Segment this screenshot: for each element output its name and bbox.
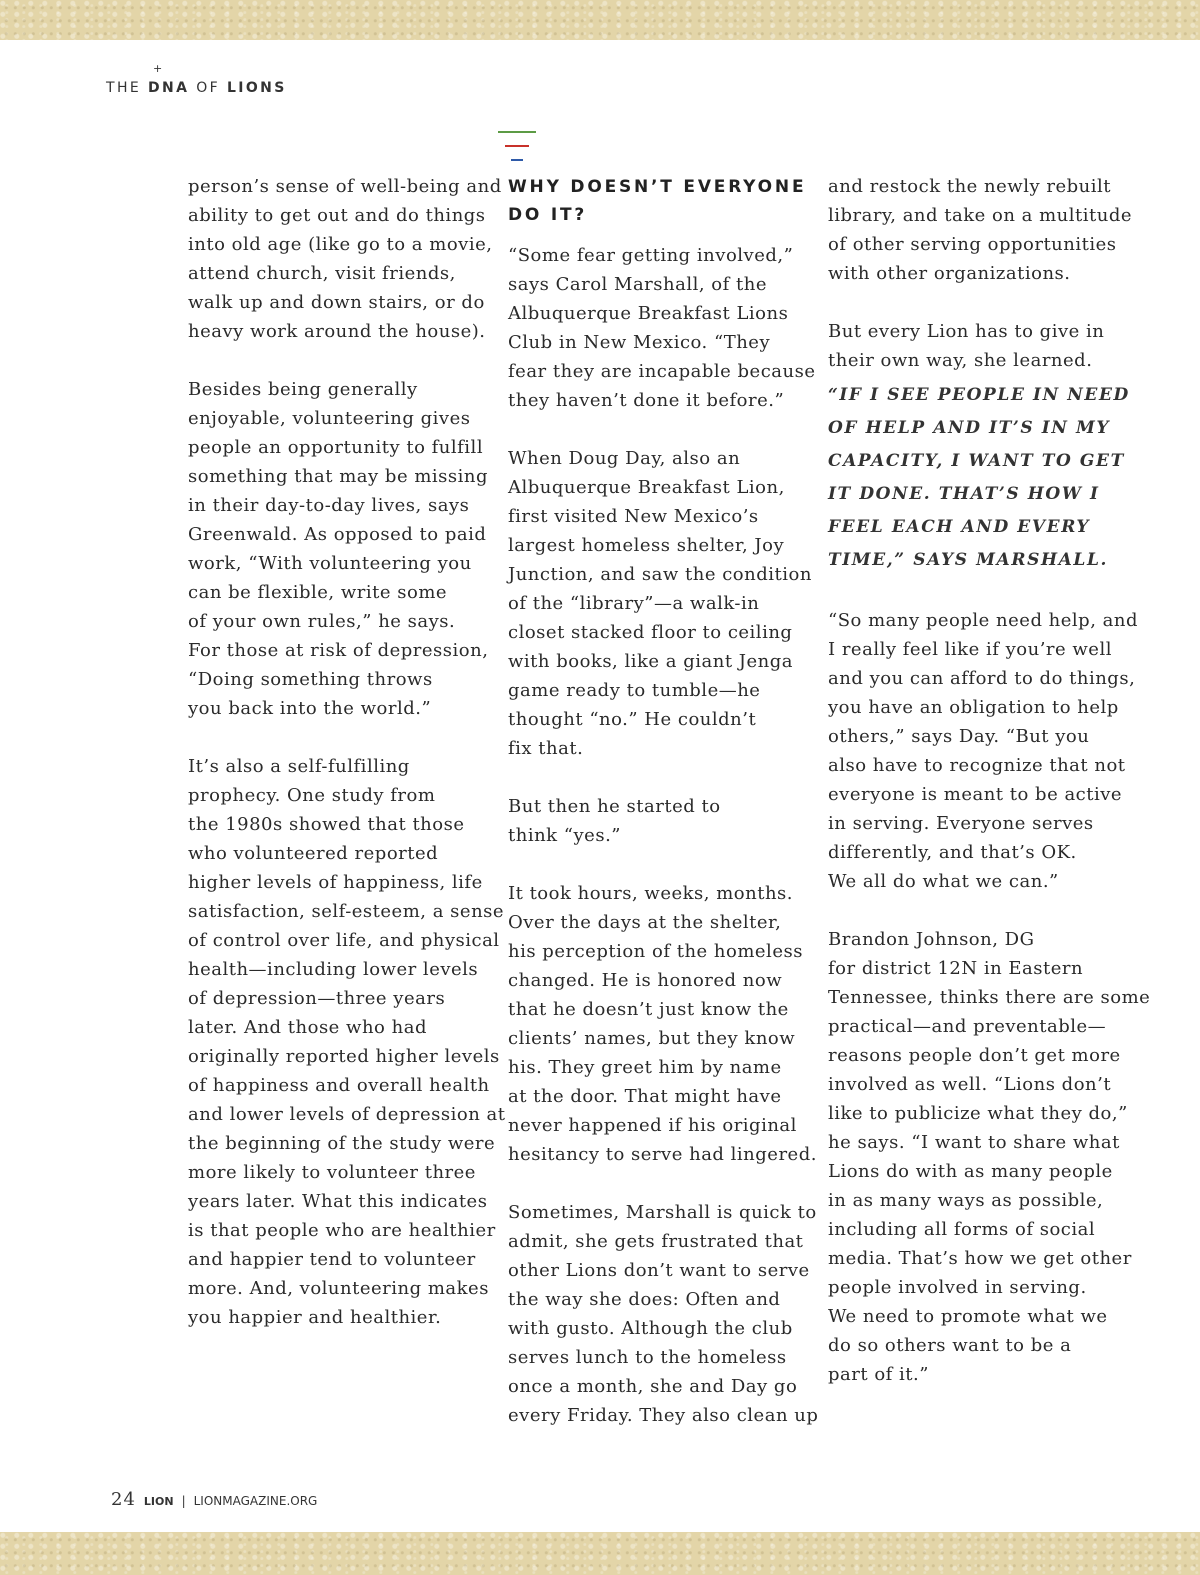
text-line: ability to get out and do things: [188, 205, 486, 226]
text-line: you happier and healthier.: [188, 1307, 442, 1328]
text-line: of control over life, and physical: [188, 930, 500, 951]
text-line: game ready to tumble—he: [508, 680, 761, 701]
text-line: admit, she gets frustrated that: [508, 1231, 804, 1252]
heading-line: WHY DOESN’T EVERYONE: [508, 177, 807, 197]
magazine-name: LION: [143, 1495, 174, 1508]
text-line: once a month, she and Day go: [508, 1376, 798, 1397]
text-line: health—including lower levels: [188, 959, 479, 980]
text-line: involved as well. “Lions don’t: [828, 1074, 1112, 1095]
text-line: Club in New Mexico. “They: [508, 332, 771, 353]
text-line: is that people who are healthier: [188, 1220, 496, 1241]
text-line: differently, and that’s OK.: [828, 842, 1077, 863]
text-line: the beginning of the study were: [188, 1133, 496, 1154]
pull-quote-line: OF HELP AND IT’S IN MY: [828, 418, 1111, 438]
text-line: heavy work around the house).: [188, 321, 486, 342]
text-line: library, and take on a multitude: [828, 205, 1133, 226]
text-line: like to publicize what they do,”: [828, 1103, 1128, 1124]
text-line: hesitancy to serve had lingered.: [508, 1144, 817, 1165]
column-2-body: [508, 241, 819, 1430]
text-line: who volunteered reported: [188, 843, 439, 864]
text-line: “Doing something throws: [188, 669, 433, 690]
text-line: But then he started to: [508, 796, 721, 817]
section-label: [106, 80, 287, 96]
pull-quote-line: TIME,” SAYS MARSHALL.: [828, 550, 1109, 570]
text-line: people involved in serving.: [828, 1277, 1087, 1298]
text-line: years later. What this indicates: [188, 1191, 488, 1212]
text-line: including all forms of social: [828, 1219, 1096, 1240]
text-line: person’s sense of well-being and: [188, 176, 502, 197]
section-label-the: THE: [106, 80, 142, 96]
text-line: Junction, and saw the condition: [508, 564, 812, 585]
page-number: 24: [111, 1489, 136, 1510]
paper-texture-top-band: [0, 0, 1200, 40]
paragraph: [828, 172, 1133, 288]
text-line: prophecy. One study from: [188, 785, 436, 806]
text-line: that he doesn’t just know the: [508, 999, 789, 1020]
text-line: first visited New Mexico’s: [508, 506, 759, 527]
text-line: originally reported higher levels: [188, 1046, 500, 1067]
pull-quote-line: “IF I SEE PEOPLE IN NEED: [828, 385, 1130, 405]
paragraph: [508, 444, 812, 763]
plus-mark: +: [153, 62, 163, 75]
text-line: his perception of the homeless: [508, 941, 803, 962]
section-label-dna: DNA: [147, 80, 190, 96]
red-stripe: [505, 145, 529, 147]
paragraph: [188, 752, 506, 1332]
text-line: of happiness and overall health: [188, 1075, 490, 1096]
section-label-of: OF: [196, 80, 221, 96]
text-line: you have an obligation to help: [828, 697, 1119, 718]
article-column-1: [188, 172, 506, 1332]
text-line: media. That’s how we get other: [828, 1248, 1132, 1269]
paragraph: [508, 241, 816, 415]
text-line: of other serving opportunities: [828, 234, 1117, 255]
pull-quote-line: IT DONE. THAT’S HOW I: [828, 484, 1100, 504]
text-line: of your own rules,” he says.: [188, 611, 456, 632]
text-line: with books, like a giant Jenga: [508, 651, 794, 672]
text-line: We all do what we can.”: [828, 871, 1059, 892]
text-line: fear they are incapable because: [508, 361, 816, 382]
text-line: serves lunch to the homeless: [508, 1347, 787, 1368]
footer-separator: |: [181, 1494, 186, 1508]
green-stripe: [498, 131, 536, 133]
text-line: later. And those who had: [188, 1017, 427, 1038]
text-line: Sometimes, Marshall is quick to: [508, 1202, 817, 1223]
paragraph: [508, 792, 808, 850]
text-line: you back into the world.”: [188, 698, 432, 719]
paragraph: [508, 879, 817, 1169]
text-line: For those at risk of depression,: [188, 640, 489, 661]
text-line: and restock the newly rebuilt: [828, 176, 1111, 197]
column-3-body-top: [828, 172, 1133, 375]
pull-quote-line: CAPACITY, I WANT TO GET: [828, 451, 1125, 471]
column-3-body-bottom: [828, 606, 1151, 1389]
text-line: can be flexible, write some: [188, 582, 448, 603]
text-line: and happier tend to volunteer: [188, 1249, 476, 1270]
text-line: think “yes.”: [508, 825, 621, 846]
text-line: part of it.”: [828, 1364, 929, 1385]
pull-quote-line: FEEL EACH AND EVERY: [828, 517, 1091, 537]
page-footer: [111, 1489, 317, 1510]
text-line: of depression—three years: [188, 988, 446, 1009]
text-line: never happened if his original: [508, 1115, 797, 1136]
paper-texture-bottom-band: [0, 1532, 1200, 1575]
text-line: Brandon Johnson, DG: [828, 929, 1035, 950]
text-line: everyone is meant to be active: [828, 784, 1123, 805]
text-line: other Lions don’t want to serve: [508, 1260, 810, 1281]
text-line: I really feel like if you’re well: [828, 639, 1112, 660]
text-line: Over the days at the shelter,: [508, 912, 782, 933]
text-line: Greenwald. As opposed to paid: [188, 524, 487, 545]
article-column-3: [828, 172, 1151, 1389]
paragraph: [188, 172, 502, 346]
text-line: thought “no.” He couldn’t: [508, 709, 757, 730]
text-line: Albuquerque Breakfast Lions: [508, 303, 789, 324]
text-line: they haven’t done it before.”: [508, 390, 785, 411]
text-line: We need to promote what we: [828, 1306, 1108, 1327]
text-line: for district 12N in Eastern: [828, 958, 1084, 979]
text-line: Lions do with as many people: [828, 1161, 1113, 1182]
paragraph: [828, 925, 1151, 1389]
text-line: “So many people need help, and: [828, 610, 1138, 631]
paragraph: [188, 375, 488, 723]
pull-quote: [828, 379, 1128, 577]
text-line: of the “library”—a walk-in: [508, 593, 760, 614]
text-line: and lower levels of depression at: [188, 1104, 506, 1125]
text-line: When Doug Day, also an: [508, 448, 741, 469]
text-line: with other organizations.: [828, 263, 1071, 284]
text-line: practical—and preventable—: [828, 1016, 1107, 1037]
text-line: Besides being generally: [188, 379, 418, 400]
text-line: higher levels of happiness, life: [188, 872, 483, 893]
section-heading: [508, 172, 808, 229]
text-line: at the door. That might have: [508, 1086, 782, 1107]
paragraph: [828, 606, 1138, 896]
text-line: something that may be missing: [188, 466, 488, 487]
article-column-2: [508, 172, 819, 1430]
paragraph: [508, 1198, 819, 1430]
text-line: in as many ways as possible,: [828, 1190, 1104, 1211]
text-line: clients’ names, but they know: [508, 1028, 796, 1049]
text-line: work, “With volunteering you: [188, 553, 472, 574]
text-line: into old age (like go to a movie,: [188, 234, 493, 255]
text-line: more likely to volunteer three: [188, 1162, 476, 1183]
color-stripes-ornament: [498, 131, 536, 163]
text-line: do so others want to be a: [828, 1335, 1072, 1356]
text-line: the 1980s showed that those: [188, 814, 465, 835]
text-line: reasons people don’t get more: [828, 1045, 1121, 1066]
text-line: attend church, visit friends,: [188, 263, 456, 284]
text-line: and you can afford to do things,: [828, 668, 1136, 689]
text-line: their own way, she learned.: [828, 350, 1093, 371]
text-line: Tennessee, thinks there are some: [828, 987, 1151, 1008]
text-line: satisfaction, self-esteem, a sense: [188, 901, 505, 922]
text-line: with gusto. Although the club: [508, 1318, 793, 1339]
text-line: in their day-to-day lives, says: [188, 495, 470, 516]
text-line: he says. “I want to share what: [828, 1132, 1120, 1153]
text-line: also have to recognize that not: [828, 755, 1126, 776]
text-line: Albuquerque Breakfast Lion,: [508, 477, 785, 498]
section-label-lions: LIONS: [226, 80, 287, 96]
text-line: closet stacked floor to ceiling: [508, 622, 793, 643]
text-line: people an opportunity to fulfill: [188, 437, 484, 458]
text-line: more. And, volunteering makes: [188, 1278, 489, 1299]
text-line: in serving. Everyone serves: [828, 813, 1094, 834]
text-line: walk up and down stairs, or do: [188, 292, 485, 313]
blue-stripe: [511, 159, 523, 161]
paragraph: [828, 317, 1128, 375]
text-line: others,” says Day. “But you: [828, 726, 1090, 747]
heading-line: DO IT?: [508, 205, 588, 225]
text-line: largest homeless shelter, Joy: [508, 535, 785, 556]
text-line: But every Lion has to give in: [828, 321, 1105, 342]
text-line: enjoyable, volunteering gives: [188, 408, 471, 429]
text-line: his. They greet him by name: [508, 1057, 782, 1078]
text-line: every Friday. They also clean up: [508, 1405, 819, 1426]
website-url: LIONMAGAZINE.ORG: [193, 1494, 318, 1508]
text-line: “Some fear getting involved,”: [508, 245, 794, 266]
text-line: the way she does: Often and: [508, 1289, 781, 1310]
text-line: fix that.: [508, 738, 584, 759]
text-line: says Carol Marshall, of the: [508, 274, 768, 295]
text-line: It’s also a self-fulfilling: [188, 756, 410, 777]
text-line: It took hours, weeks, months.: [508, 883, 793, 904]
text-line: changed. He is honored now: [508, 970, 783, 991]
